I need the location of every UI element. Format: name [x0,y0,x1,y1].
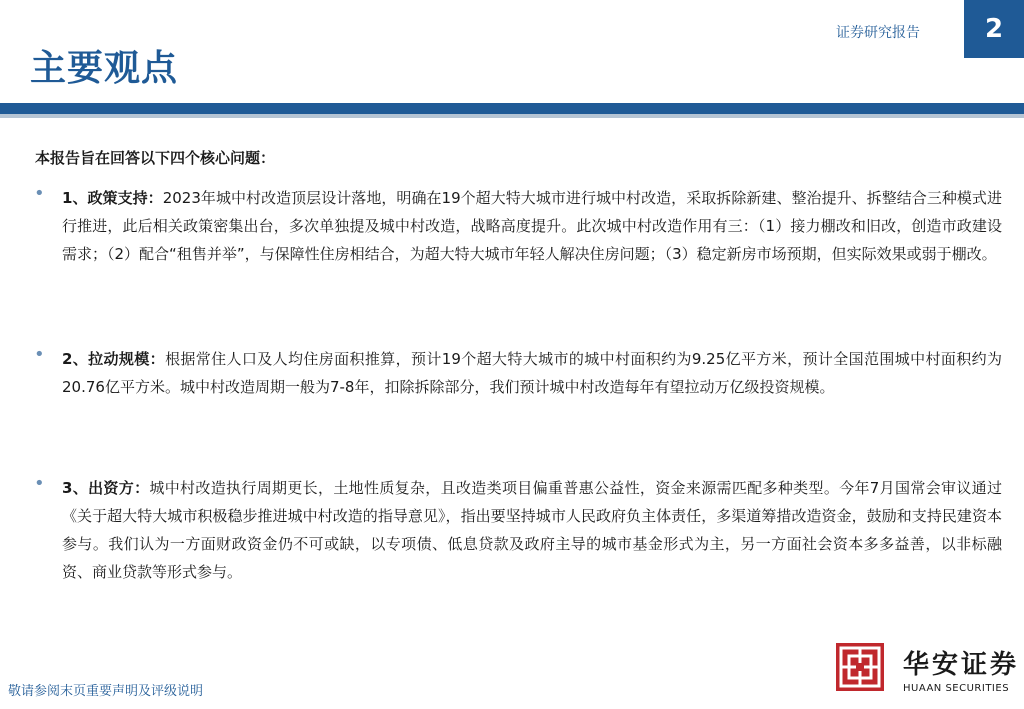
bullet-icon: • [34,473,45,494]
bullet-icon: • [34,344,45,365]
header-rule-accent [0,114,1024,118]
key-point-scale [62,345,1002,401]
key-point-lead: 3、出资方： [62,479,150,497]
huaan-logo-icon [836,643,884,691]
report-type-label: 证券研究报告 [836,25,920,41]
key-point-text: 2023年城中村改造顶层设计落地，明确在19个超大特大城市进行城中村改造，采取拆除新建、整治提升、拆整结合三种模式进行推进，此后相关政策密集出台，多次单独提及城中村改造，战略高度提升。此次城中村改造作用有三：（1）接力棚改和旧改，创造市政建设需求；（2）配合“租售并举”，与保障性住房相结合，为超大特大城市年轻人解决住房问题；（3）稳定新房市场预期，但实际效果或弱于棚改。 [62,189,1002,263]
page-title: 主要观点 [30,48,179,89]
key-point-lead: 1、政策支持： [62,189,163,207]
key-point-lead: 2、拉动规模： [62,350,166,368]
key-point-policy [62,184,1002,268]
disclaimer-link[interactable]: 敬请参阅末页重要声明及评级说明 [8,684,204,699]
page-number: 2 [984,14,1004,44]
page-number-badge [964,0,1024,58]
intro-heading: 本报告旨在回答以下四个核心问题： [35,149,276,167]
key-point-funding [62,474,1002,586]
bullet-icon: • [34,183,45,204]
key-point-text: 城中村改造执行周期更长，土地性质复杂，且改造类项目偏重普惠公益性，资金来源需匹配多种类型。今年7月国常会审议通过《关于超大特大城市积极稳步推进城中村改造的指导意见》，指出要坚持城市人民政府负主体责任，多渠道筹措改造资金，鼓励和支持民建资本参与。我们认为一方面财政资金仍不可或缺，以专项债、低息贷款及政府主导的城市基金形式为主，另一方面社会资本多多益善，以非标融资、商业贷款等形式参与。 [62,479,1002,581]
logo-chinese-name: 华安证券 [903,650,1020,680]
header-rule [0,103,1024,114]
key-point-text: 根据常住人口及人均住房面积推算，预计19个超大特大城市的城中村面积约为9.25亿平方米，预计全国范围城中村面积约为20.76亿平方米。城中村改造周期一般为7-8年，扣除拆除部分，我们预计城中村改造每年有望拉动万亿级投资规模。 [62,350,1002,396]
logo-english-name: HUAAN SECURITIES [903,683,1010,694]
